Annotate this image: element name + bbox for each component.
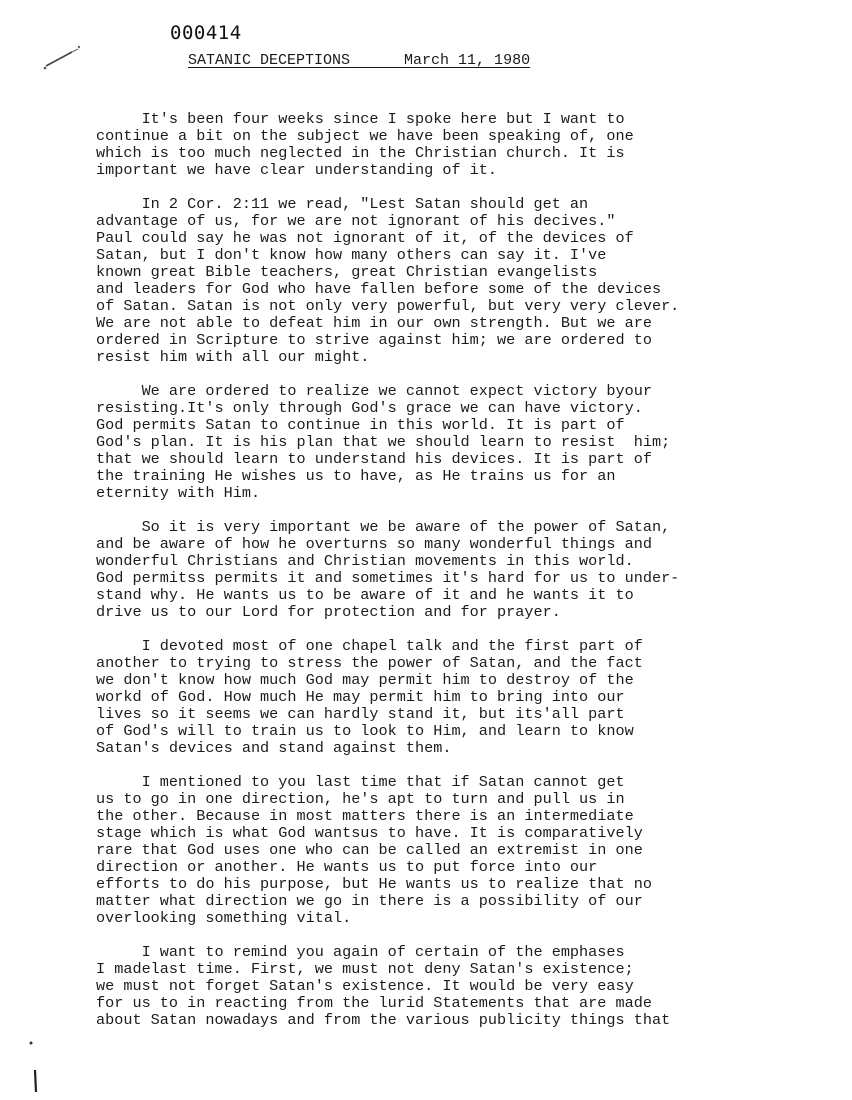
text-line: the training He wishes us to have, as He trains us for an: [96, 467, 616, 485]
text-line: wonderful Christians and Christian movements in this world.: [96, 552, 634, 570]
text-line: Paul could say he was not ignorant of it, of the devices of: [96, 229, 634, 247]
text-line: matter what direction we go in there is a possibility of our: [96, 892, 643, 910]
document-title: SATANIC DECEPTIONS: [188, 52, 351, 69]
text-line: ordered in Scripture to strive against him; we are ordered to: [96, 331, 652, 349]
paragraph: [96, 638, 836, 757]
text-line: lives so it seems we can hardly stand it, but its'all part: [96, 705, 625, 723]
text-line: known great Bible teachers, great Christian evangelists: [96, 263, 598, 281]
text-line: the other. Because in most matters there is an intermediate: [96, 807, 634, 825]
paragraph: [96, 944, 836, 1029]
text-line: stand why. He wants us to be aware of it and he wants it to: [96, 586, 634, 604]
text-line: efforts to do his purpose, but He wants us to realize that no: [96, 875, 652, 893]
document-header: [188, 52, 530, 69]
text-line: which is too much neglected in the Christian church. It is: [96, 144, 625, 162]
text-line: We are ordered to realize we cannot expect victory byour: [96, 382, 652, 400]
text-line: for us to in reacting from the lurid Statements that are made: [96, 994, 652, 1012]
text-line: we don't know how much God may permit him to destroy of the: [96, 671, 634, 689]
text-line: I madelast time. First, we must not deny Satan's existence;: [96, 960, 634, 978]
text-line: and leaders for God who have fallen before some of the devices: [96, 280, 662, 298]
text-line: another to trying to stress the power of Satan, and the fact: [96, 654, 643, 672]
text-line: God permitss permits it and sometimes it's hard for us to under-: [96, 569, 680, 587]
pen-stroke-mark: [42, 44, 82, 70]
header-underline-gap: [350, 52, 404, 69]
text-line: eternity with Him.: [96, 484, 261, 502]
text-line: advantage of us, for we are not ignorant of his decives.": [96, 212, 616, 230]
text-line: I devoted most of one chapel talk and the first part of: [96, 637, 643, 655]
text-line: us to go in one direction, he's apt to turn and pull us in: [96, 790, 625, 808]
text-line: workd of God. How much He may permit him to bring into our: [96, 688, 625, 706]
text-line: In 2 Cor. 2:11 we read, "Lest Satan should get an: [96, 195, 589, 213]
text-line: So it is very important we be aware of the power of Satan,: [96, 518, 671, 536]
paragraph: [96, 519, 836, 621]
text-line: resisting.It's only through God's grace we can have victory.: [96, 399, 643, 417]
text-line: Satan, but I don't know how many others can say it. I've: [96, 246, 607, 264]
text-line: God permits Satan to continue in this world. It is part of: [96, 416, 625, 434]
text-line: I want to remind you again of certain of the emphases: [96, 943, 625, 961]
paragraph: [96, 383, 836, 502]
text-line: and be aware of how he overturns so many wonderful things and: [96, 535, 652, 553]
text-line: stage which is what God wantsus to have. It is comparatively: [96, 824, 643, 842]
text-line: continue a bit on the subject we have been speaking of, one: [96, 127, 634, 145]
document-number: 000414: [170, 22, 242, 44]
text-line: We are not able to defeat him in our own strength. But we are: [96, 314, 652, 332]
text-line: overlooking something vital.: [96, 909, 352, 927]
paragraph: [96, 196, 836, 366]
text-line: It's been four weeks since I spoke here but I want to: [96, 110, 625, 128]
text-line: of Satan. Satan is not only very powerful, but very very clever.: [96, 297, 680, 315]
text-line: drive us to our Lord for protection and for prayer.: [96, 603, 561, 621]
text-line: resist him with all our might.: [96, 348, 370, 366]
text-line: that we should learn to understand his devices. It is part of: [96, 450, 652, 468]
text-line: God's plan. It is his plan that we should learn to resist him;: [96, 433, 671, 451]
margin-punch-mark: [26, 1040, 42, 1096]
text-line: rare that God uses one who can be called an extremist in one: [96, 841, 643, 859]
text-line: direction or another. He wants us to put force into our: [96, 858, 598, 876]
sermon-text: [96, 111, 836, 1046]
text-line: important we have clear understanding of it.: [96, 161, 498, 179]
paragraph: [96, 774, 836, 927]
text-line: Satan's devices and stand against them.: [96, 739, 452, 757]
text-line: about Satan nowadays and from the various publicity things that: [96, 1011, 671, 1029]
text-line: we must not forget Satan's existence. It would be very easy: [96, 977, 634, 995]
document-date: March 11, 1980: [404, 52, 531, 69]
paragraph: [96, 111, 836, 179]
text-line: of God's will to train us to look to Him, and learn to know: [96, 722, 634, 740]
text-line: I mentioned to you last time that if Satan cannot get: [96, 773, 625, 791]
